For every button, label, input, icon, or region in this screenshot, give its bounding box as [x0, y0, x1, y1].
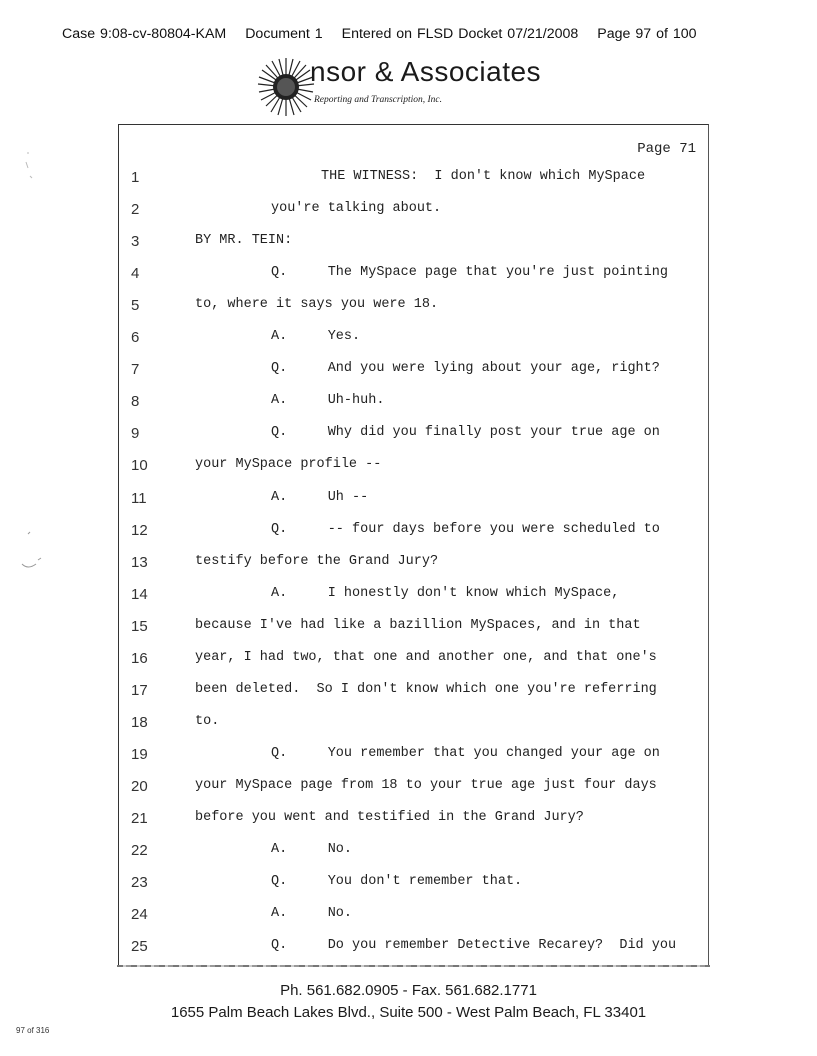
transcript-line: [119, 554, 699, 574]
line-number: 16: [131, 649, 148, 667]
line-number: 25: [131, 938, 148, 956]
line-text: A. I honestly don't know which MySpace,: [271, 585, 620, 601]
line-number: 18: [131, 713, 148, 731]
line-text: A. Uh-huh.: [271, 393, 385, 409]
line-text: year, I had two, that one and another one, and that one's: [195, 649, 657, 665]
line-text: your MySpace page from 18 to your true age just four days: [195, 777, 657, 793]
transcript-line: [119, 778, 699, 798]
line-text: you're talking about.: [271, 201, 442, 217]
scan-page-count: 97 of 316: [16, 1026, 50, 1035]
line-number: 8: [131, 393, 140, 411]
line-number: 15: [131, 617, 148, 635]
transcript-line: [119, 586, 699, 606]
transcript-line: [119, 906, 699, 926]
case-number: Case 9:08-cv-80804-KAM: [62, 26, 227, 42]
line-text: A. No.: [271, 906, 353, 922]
margin-mark: [18, 148, 38, 188]
transcript-line: [119, 201, 699, 221]
transcript-page-number: Page 71: [637, 141, 696, 157]
transcript-line: [119, 874, 699, 894]
transcript-line: [119, 842, 699, 862]
footer-phone-fax: Ph. 561.682.0905 - Fax. 561.682.1771: [280, 982, 537, 999]
transcript-line: [119, 746, 699, 766]
transcript-line: [119, 490, 699, 510]
line-number: 9: [131, 425, 140, 443]
company-logo: [256, 56, 576, 122]
line-text: Q. -- four days before you were scheduled to: [271, 521, 660, 537]
transcript-line: [119, 233, 699, 253]
line-text: THE WITNESS: I don't know which MySpace: [321, 169, 646, 184]
transcript-line: [119, 265, 699, 285]
transcript-line: [119, 329, 699, 349]
transcript-line: [119, 361, 699, 381]
line-number: 4: [131, 265, 140, 283]
sun-emblem-icon: [256, 56, 316, 118]
line-number: 6: [131, 329, 140, 347]
transcript-line: [119, 457, 699, 477]
transcript-line: [119, 650, 699, 670]
line-text: A. Yes.: [271, 329, 361, 345]
court-header: [62, 26, 711, 42]
line-text: to.: [195, 713, 220, 729]
line-number: 1: [131, 169, 140, 186]
line-number: 11: [131, 489, 147, 507]
line-text: A. Uh --: [271, 489, 369, 505]
line-number: 12: [131, 521, 148, 539]
line-text: before you went and testified in the Grand Jury?: [195, 810, 584, 825]
line-text: Q. You don't remember that.: [271, 874, 523, 890]
line-number: 20: [131, 777, 148, 795]
transcript-line: [119, 393, 699, 413]
line-number: 24: [131, 906, 148, 924]
line-number: 17: [131, 681, 148, 699]
transcript-line: [119, 714, 699, 734]
margin-mark: [8, 520, 48, 580]
line-number: 22: [131, 842, 148, 860]
line-number: 19: [131, 745, 148, 763]
company-tagline: Reporting and Transcription, Inc.: [314, 95, 442, 105]
docket-entry: Entered on FLSD Docket 07/21/2008: [341, 26, 579, 42]
line-text: Q. The MySpace page that you're just pointing: [271, 265, 668, 281]
line-text: Q. You remember that you changed your age on: [271, 745, 660, 761]
transcript-line: [119, 169, 699, 189]
line-text: Q. Why did you finally post your true age on: [271, 425, 660, 441]
transcript-page: [118, 124, 709, 965]
transcript-line: [119, 810, 699, 830]
line-number: 3: [131, 233, 140, 251]
line-number: 21: [131, 810, 148, 827]
document-number: Document 1: [245, 26, 323, 42]
line-number: 5: [131, 297, 140, 315]
line-text: Q. Do you remember Detective Recarey? Did you: [271, 938, 677, 954]
line-number: 2: [131, 201, 140, 219]
footer-address: 1655 Palm Beach Lakes Blvd., Suite 500 - West Palm Beach, FL 33401: [170, 1004, 647, 1021]
line-number: 23: [131, 874, 148, 892]
transcript-line: [119, 522, 699, 542]
transcript-line: [119, 682, 699, 702]
page-indicator: Page 97 of 100: [597, 26, 697, 42]
company-name: nsor & Associates: [310, 56, 542, 87]
transcript-line: [119, 425, 699, 445]
line-text: testify before the Grand Jury?: [195, 553, 439, 569]
transcript-line: [119, 297, 699, 317]
line-number: 14: [131, 585, 148, 603]
line-text: A. No.: [271, 842, 353, 858]
transcript-line: [119, 618, 699, 638]
line-number: 7: [131, 361, 140, 379]
line-text: been deleted. So I don't know which one you're referring: [195, 681, 657, 697]
line-text: because I've had like a bazillion MySpaces, and in that: [195, 617, 641, 633]
line-number: 13: [131, 553, 148, 571]
line-number: 10: [131, 457, 148, 475]
line-text: to, where it says you were 18.: [195, 297, 439, 313]
line-text: Q. And you were lying about your age, right?: [271, 361, 660, 377]
transcript-line: [119, 938, 699, 958]
line-text: your MySpace profile --: [195, 457, 382, 473]
line-text: BY MR. TEIN:: [195, 233, 293, 249]
